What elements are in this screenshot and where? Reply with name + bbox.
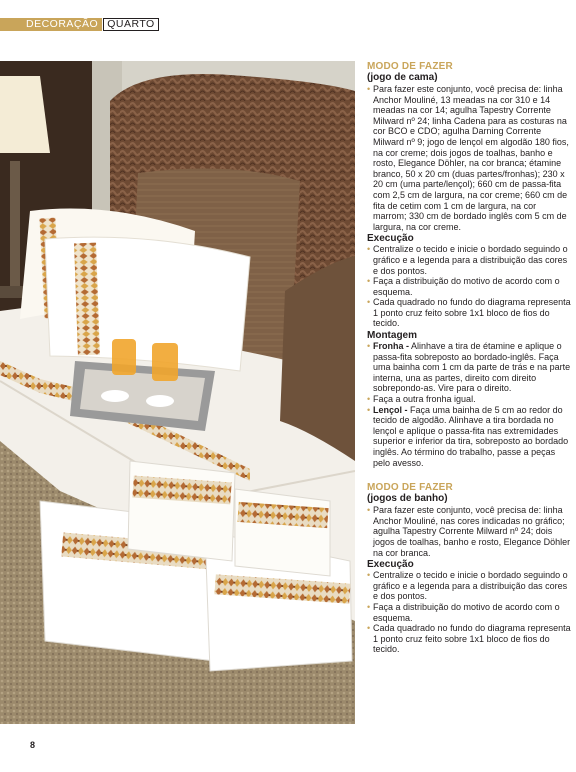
- execution-text: Cada quadrado no fundo do diagrama representa 1 ponto cruz feito sobre 1x1 bloco de fios do tecido.: [373, 297, 571, 329]
- subsection-label: QUARTO: [103, 18, 159, 31]
- assembly-text: Alinhave a tira de étamine e aplique o passa-fita sobreposto ao bordado-inglês. Faça uma bainha com 1 cm da parte de trás e na parte interna, una as partes, direito com direito sobrepondo-as. Vire para o direito.: [373, 341, 571, 394]
- bullet-icon: •: [367, 505, 371, 516]
- bed-set-materials: [367, 84, 572, 232]
- bullet-icon: •: [367, 601, 371, 612]
- bed-execution-item: [367, 276, 572, 297]
- bath-set-materials: [367, 505, 572, 558]
- page-header: [0, 18, 159, 31]
- bullet-icon: •: [367, 84, 371, 94]
- assembly-heading: Montagem: [367, 330, 417, 342]
- assembly-item: [367, 341, 572, 394]
- bullet-icon: •: [367, 276, 371, 287]
- section-label: DECORAÇÃO: [0, 18, 102, 31]
- bullet-icon: •: [367, 394, 371, 405]
- bed-set-subtitle: (jogo de cama): [367, 72, 438, 83]
- execution-text: Faça a distribuição do motivo de acordo com o esquema.: [373, 601, 560, 623]
- materials-text: Para fazer este conjunto, você precisa de: linha Anchor Mouliné, 13 meadas na cor 310 e 14 meadas na cor 14; agulha Tapestry Corrente Milward nº 24; linha Cadena para as costuras na cor BCO e CDO; agulha Darning Corrente Milward nº 9; jogo de lençol em algodão 180 fios, na cor creme; dois jogos de toalhas, banho e rosto, Elegance Döhler, na cor branca; étamine branco, 50 x 20 cm (duas partes/fronhas); 230 x 20 cm (uma parte/lençol); 660 cm de passa-fita com 2,5 cm de largura, na cor creme; 660 cm de fita de cetim com 1 cm de largura, na cor marrom; 330 cm de bordado inglês com 5 cm de largura, na cor creme.: [373, 84, 569, 232]
- bath-execution-item: [367, 602, 572, 623]
- bullet-icon: •: [367, 570, 371, 581]
- execution-text: Cada quadrado no fundo do diagrama representa 1 ponto cruz feito sobre 1x1 bloco de fios do tecido.: [373, 623, 571, 655]
- bath-set-title: MODO DE FAZER: [367, 482, 453, 494]
- bath-execution-item: [367, 570, 572, 602]
- bullet-icon: •: [367, 341, 371, 352]
- materials-text: Para fazer este conjunto, você precisa de: linha Anchor Mouliné, nas cores indicadas no gráfico; agulha Tapestry Corrente Milward nº 24; dois jogos de toalhas, banho e rosto, Elegance Döhler na cor branca.: [373, 505, 571, 558]
- assembly-text: Faça a outra fronha igual.: [373, 394, 476, 405]
- bath-set-subtitle: (jogos de banho): [367, 493, 448, 505]
- bed-set-title: MODO DE FAZER: [367, 61, 453, 72]
- execution-text: Centralize o tecido e inicie o bordado seguindo o gráfico e a legenda para a distribuição das cores e dos pontos.: [373, 570, 568, 602]
- assembly-item: [367, 405, 572, 469]
- bed-set-section: [367, 61, 572, 468]
- bullet-icon: •: [367, 623, 371, 634]
- assembly-lead: Lençol -: [373, 404, 408, 415]
- page-number: 8: [30, 740, 36, 750]
- bath-execution-heading: Execução: [367, 559, 414, 571]
- instructions-column: [367, 61, 572, 655]
- execution-text: Centralize o tecido e inicie o bordado seguindo o gráfico e a legenda para a distribuição das cores e dos pontos.: [373, 244, 568, 276]
- assembly-item: [367, 394, 572, 405]
- bath-execution-item: [367, 623, 572, 655]
- bed-execution-item: [367, 244, 572, 276]
- execution-text: Faça a distribuição do motivo de acordo com o esquema.: [373, 276, 560, 297]
- bullet-icon: •: [367, 404, 371, 415]
- assembly-text: Faça uma bainha de 5 cm ao redor do tecido de algodão. Alinhave a tira bordada no lençol e aplique o passa-fita nas extremidades superior e inferior da tira, sobreposto ao bordado inglês. Ao término do trabalho, passe a peças pelo avesso.: [373, 404, 569, 468]
- bed-execution-heading: Execução: [367, 233, 414, 245]
- bed-execution-item: [367, 297, 572, 329]
- bedroom-photo: [0, 61, 355, 724]
- bath-set-section: [367, 482, 572, 655]
- bullet-icon: •: [367, 297, 371, 308]
- bullet-icon: •: [367, 244, 371, 255]
- assembly-lead: Fronha -: [373, 341, 409, 352]
